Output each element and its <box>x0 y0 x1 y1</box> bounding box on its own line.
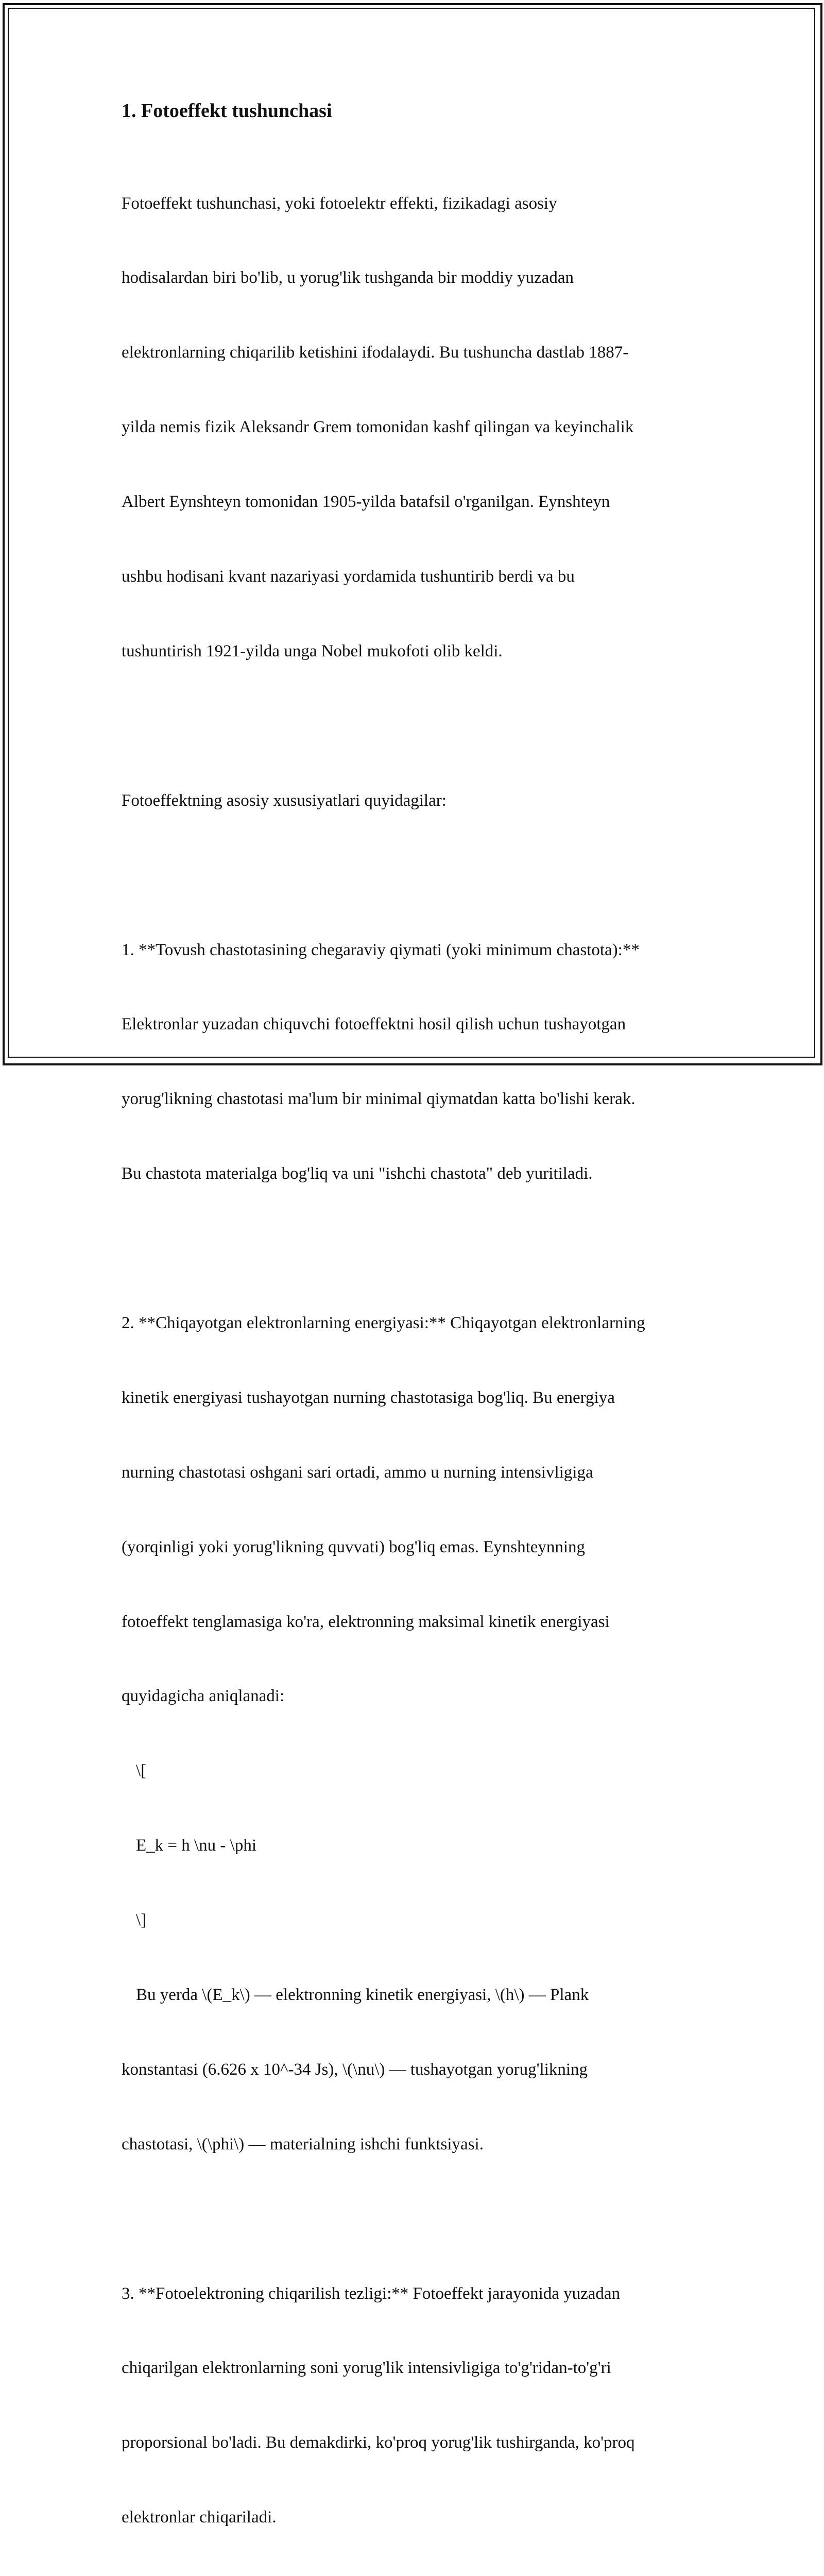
text-line: yilda nemis fizik Aleksandr Grem tomonidan kashf qilingan va keyinchalik <box>122 418 634 437</box>
formula-close: \] <box>136 1911 147 1930</box>
text-line: chiqarilgan elektronlarning soni yorug'lik intensivligiga to'g'ridan-to'g'ri <box>122 2359 611 2378</box>
text-line: tushuntirish 1921-yilda unga Nobel mukofoti olib keldi. <box>122 641 503 660</box>
text-line: elektronlar chiqariladi. <box>122 2508 277 2527</box>
paragraph-gap <box>122 863 714 888</box>
text-line: 2. **Chiqayotgan elektronlarning energiyasi:** Chiqayotgan elektronlarning <box>122 1313 645 1332</box>
text-line: (yorqinligi yoki yorug'likning quvvati) bog'liq emas. Eynshteynning <box>122 1537 586 1556</box>
paragraph-gap <box>122 2207 714 2231</box>
text-line: kinetik energiyasi tushayotgan nurning chastotasiga bog'liq. Bu energiya <box>122 1388 615 1407</box>
text-line: hodisalardan biri bo'lib, u yorug'lik tushganda bir moddiy yuzadan <box>122 268 574 287</box>
text-line: Elektronlar yuzadan chiquvchi fotoeffektni hosil qilish uchun tushayotgan <box>122 1015 626 1034</box>
text-line: Bu chastota materialga bog'liq va uni "ishchi chastota" deb yuritiladi. <box>122 1164 593 1183</box>
list-item-1 <box>122 888 714 1236</box>
list-intro <box>122 738 714 862</box>
text-line: elektronlarning chiqarilib ketishini ifodalaydi. Bu tushuncha dastlab 1887- <box>122 343 629 362</box>
text-line: fotoeffekt tenglamasiga ko'ra, elektronning maksimal kinetik energiyasi <box>122 1612 610 1631</box>
text-line: 1. **Tovush chastotasining chegaraviy qiymati (yoki minimum chastota):** <box>122 940 640 959</box>
text-line: Fotoeffektning asosiy xususiyatlari quyidagilar: <box>122 791 447 810</box>
text-line: quyidagicha aniqlanadi: <box>122 1687 285 1706</box>
text-line: Albert Eynshteyn tomonidan 1905-yilda batafsil o'rganilgan. Eynshteyn <box>122 493 610 512</box>
list-item-2 <box>122 1261 714 2206</box>
text-line: konstantasi (6.626 x 10^-34 Js), \(\nu\) — tushayotgan yorug'likning <box>122 2060 588 2079</box>
paragraph-gap <box>122 714 714 738</box>
section-heading: 1. Fotoeffekt tushunchasi <box>122 100 332 122</box>
document-body <box>122 98 714 2576</box>
text-line: Fotoeffekt tushunchasi, yoki fotoelektr effekti, fizikadagi asosiy <box>122 194 557 213</box>
text-line: chastotasi, \(\phi\) — materialning ishchi funktsiyasi. <box>122 2134 484 2154</box>
text-line: Bu yerda \(E_k\) — elektronning kinetik energiyasi, \(h\) — Plank <box>136 1985 589 2004</box>
paragraph-gap <box>122 1236 714 1261</box>
formula-open: \[ <box>136 1761 147 1781</box>
text-line: 3. **Fotoelektroning chiqarilish tezligi:** Fotoeffekt jarayonida yuzadan <box>122 2284 621 2303</box>
intro-paragraph <box>122 141 714 714</box>
formula-equation: E_k = h \nu - \phi <box>136 1836 257 1855</box>
text-line: proporsional bo'ladi. Bu demakdirki, ko'proq yorug'lik tushirganda, ko'proq <box>122 2433 635 2452</box>
text-line: nurning chastotasi oshgani sari ortadi, ammo u nurning intensivligiga <box>122 1463 593 1482</box>
text-line: yorug'likning chastotasi ma'lum bir minimal qiymatdan katta bo'lishi kerak. <box>122 1090 636 1109</box>
text-line: ushbu hodisani kvant nazariyasi yordamida tushuntirib berdi va bu <box>122 567 575 586</box>
list-item-3 <box>122 2231 714 2576</box>
